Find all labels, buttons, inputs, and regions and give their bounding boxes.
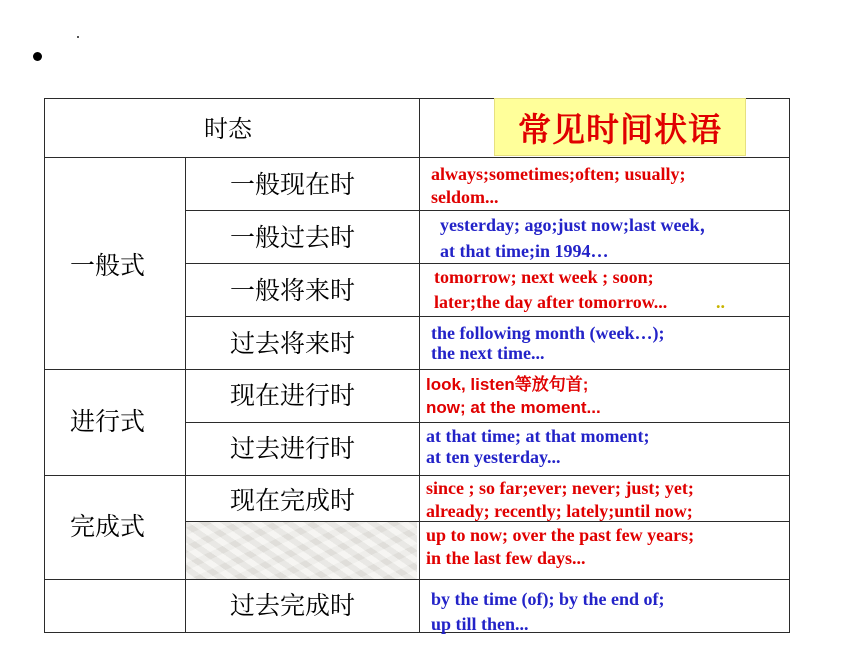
- category-perfect: 完成式: [70, 512, 146, 541]
- adverbial-line: now; at the moment...: [426, 398, 601, 417]
- adverbial-line: at that time;in 1994…: [440, 241, 609, 261]
- tense-past-progressive: 过去进行时: [230, 434, 356, 463]
- adverbial-line: in the last few days...: [426, 548, 586, 568]
- adverbial-line: the next time...: [431, 343, 545, 363]
- adverbial-line: since ; so far;ever; never; just; yet;: [426, 478, 694, 498]
- adverbial-line: up to now; over the past few years;: [426, 525, 695, 545]
- adverbial-dots: ..: [716, 292, 725, 312]
- adverbial-line: look, listen等放句首;: [426, 375, 589, 394]
- adverbials-title: 常见时间状语: [494, 98, 746, 156]
- adverbial-line: tomorrow; next week ; soon;: [434, 267, 654, 287]
- adverbial-line: at ten yesterday...: [426, 447, 561, 467]
- texture-patch: [186, 522, 417, 579]
- tense-future-in-past: 过去将来时: [230, 329, 356, 358]
- adverbial-line: already; recently; lately;until now;: [426, 501, 693, 521]
- tense-present-progressive: 现在进行时: [230, 381, 356, 410]
- bullet-point: [33, 52, 42, 61]
- category-progressive: 进行式: [70, 407, 146, 436]
- tense-simple-future: 一般将来时: [230, 276, 356, 305]
- adverbial-line: yesterday; ago;just now;last week，: [440, 215, 718, 235]
- tense-simple-past: 一般过去时: [230, 223, 356, 252]
- adverbial-line: later;the day after tomorrow...: [434, 292, 668, 312]
- adverbial-line: at that time; at that moment;: [426, 426, 650, 446]
- adverbial-line: seldom...: [431, 187, 499, 207]
- adverbial-line: up till then...: [431, 614, 529, 634]
- tense-present-perfect: 现在完成时: [230, 486, 356, 515]
- adverbial-line: the following month (week…);: [431, 323, 665, 343]
- tense-past-perfect: 过去完成时: [230, 591, 356, 620]
- tense-simple-present: 一般现在时: [230, 170, 356, 199]
- adverbial-line: by the time (of); by the end of;: [431, 589, 665, 609]
- adverbial-line: always;sometimes;often; usually;: [431, 164, 686, 184]
- tense-header: 时态: [204, 115, 252, 143]
- category-simple: 一般式: [70, 251, 146, 280]
- stray-dot: [77, 36, 79, 38]
